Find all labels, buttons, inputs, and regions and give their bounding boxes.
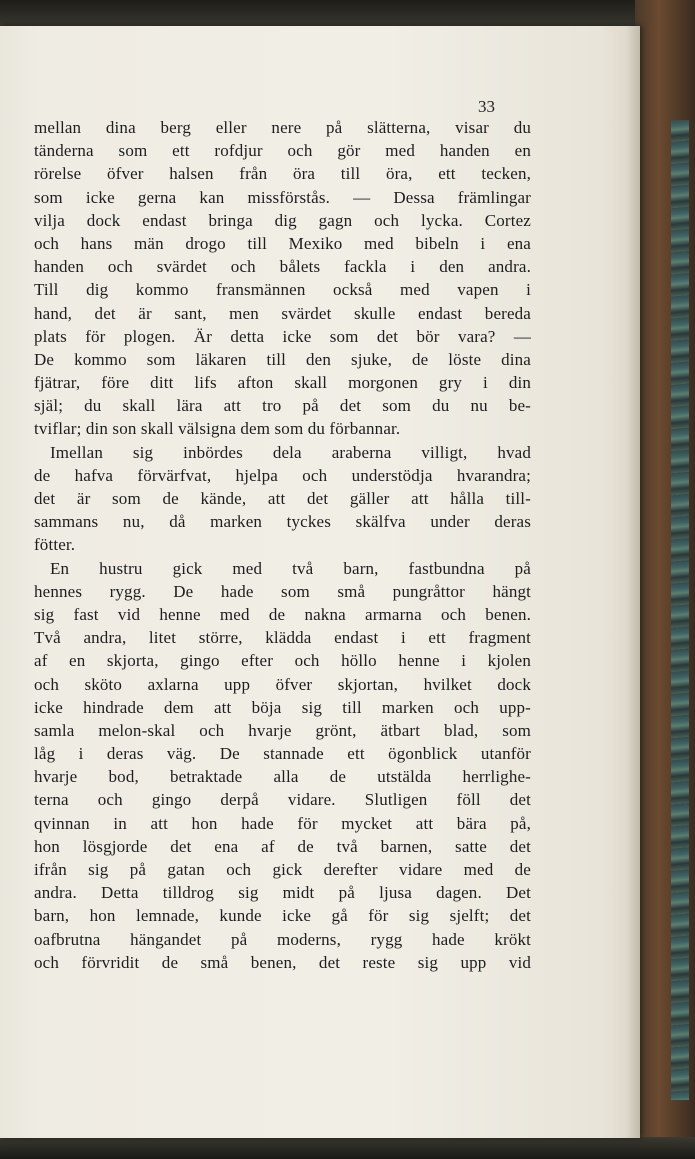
text-line: vilja dock endast bringa dig gagn och lycka. Cortez [34,210,531,230]
text-line: andra. Detta tilldrog sig midt på ljusa dagen. Det [34,883,531,903]
text-line: själ; du skall lära att tro på det som du nu be- [34,396,531,416]
text-line: sig fast vid henne med de nakna armarna och benen. [34,604,531,624]
page-number: 33 [478,97,495,116]
text-line: fjätrar, före ditt lifs afton skall morgonen gry i din [34,373,531,393]
text-line: och sköto axlarna upp öfver skjortan, hvilket dock [34,674,531,694]
body-text [34,116,531,974]
text-line: icke hindrade dem att böja sig till marken och upp- [34,697,531,717]
text-line: hennes rygg. De hade som små pungråttor hängt [34,581,531,601]
text-line: det är som de kände, att det gäller att hålla till- [34,489,531,508]
text-line: De kommo som läkaren till den sjuke, de löste dina [34,349,531,369]
text-line: samla melon-skal och hvarje grönt, ätbart blad, som [34,720,531,740]
bottom-edge [0,1137,695,1159]
text-line: handen och svärdet och bålets fackla i den andra. [34,257,531,277]
text-line: och förvridit de små benen, det reste sig upp vid [34,952,531,972]
text-line: hvarje bod, betraktade alla de utstälda herrlighe- [34,767,531,787]
text-line: Imellan sig inbördes dela araberna villigt, hvad [50,442,531,462]
top-shadow [0,0,695,28]
text-line: plats för plogen. Är detta icke som det bör vara? — [34,326,531,346]
text-line: och hans män drogo till Mexiko med bibeln i ena [34,233,531,253]
text-line: låg i deras väg. De stannade ett ögonblick utanför [34,744,531,764]
text-line: En hustru gick med två barn, fastbundna på [50,558,531,578]
text-line: af en skjorta, gingo efter och höllo henne i kjolen [34,651,531,671]
page-gutter-shadow [626,26,640,1138]
text-line: hon lösgjorde det ena af de två barnen, satte det [34,836,531,856]
text-line: Till dig kommo fransmännen också med vapen i [34,280,531,300]
text-line: rörelse öfver halsen från öra till öra, ett tecken, [34,164,531,184]
text-line: som icke gerna kan missförstås. — Dessa främlingar [34,187,531,207]
text-line: ifrån sig på gatan och gick derefter vidare med de [34,860,531,879]
text-line: oafbrutna hängandet på moderns, rygg hade krökt [34,929,531,949]
marbled-cover [671,120,689,1100]
text-line: de hafva förvärfvat, hjelpa och understödja hvarandra; [34,465,531,485]
text-line: terna och gingo derpå vidare. Slutligen föll det [34,790,531,810]
text-line: tviflar; din son skall välsigna dem som du förbannar. [34,419,401,439]
text-line: mellan dina berg eller nere på slätterna, visar du [34,118,531,137]
text-line: barn, hon lemnade, kunde icke gå för sig sjelft; det [34,906,531,926]
text-line: fötter. [34,535,76,555]
text-line: qvinnan in att hon hade för mycket att bära på, [34,813,531,833]
text-line: tänderna som ett rofdjur och gör med handen en [34,141,531,161]
text-line: sammans nu, då marken tyckes skälfva under deras [34,512,531,532]
text-line: hand, det är sant, men svärdet skulle endast bereda [34,303,531,323]
text-line: Två andra, litet större, klädda endast i ett fragment [34,628,531,648]
